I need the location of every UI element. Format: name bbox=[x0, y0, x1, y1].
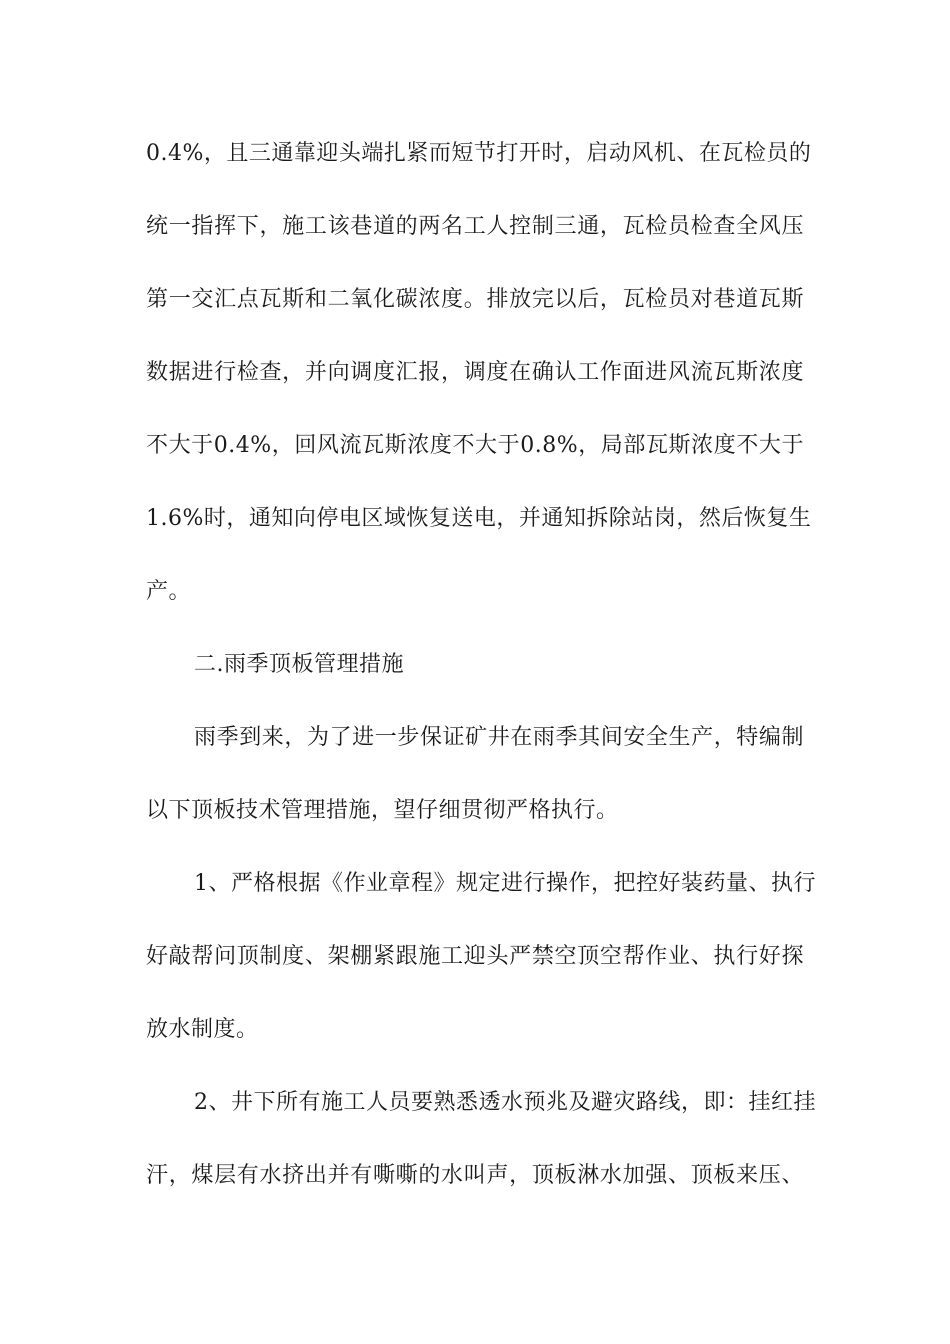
section-heading: 二.雨季顶板管理措施 bbox=[194, 652, 404, 677]
list-item-line: 好敲帮问顶制度、架棚紧跟施工迎头严禁空顶空帮作业、执行好探 bbox=[146, 944, 804, 969]
paragraph-line: 0.4%，且三通靠迎头端扎紧而短节打开时，启动风机、在瓦检员的 bbox=[146, 141, 812, 166]
list-item-line: 1、严格根据《作业章程》规定进行操作，把控好装药量、执行 bbox=[194, 871, 816, 896]
list-item-line: 2、井下所有施工人员要熟悉透水预兆及避灾路线，即：挂红挂 bbox=[194, 1090, 816, 1115]
paragraph-line: 统一指挥下，施工该巷道的两名工人控制三通，瓦检员检查全风压 bbox=[146, 214, 804, 239]
paragraph-line: 1.6%时，通知向停电区域恢复送电，并通知拆除站岗，然后恢复生 bbox=[146, 506, 812, 531]
paragraph-line: 产。 bbox=[146, 579, 192, 604]
paragraph-line: 雨季到来，为了进一步保证矿井在雨季其间安全生产，特编制 bbox=[194, 725, 804, 750]
paragraph-line: 不大于0.4%，回风流瓦斯浓度不大于0.8%，局部瓦斯浓度不大于 bbox=[146, 433, 804, 458]
list-item-line: 汗，煤层有水挤出并有嘶嘶的水叫声，顶板淋水加强、顶板来压、 bbox=[146, 1163, 804, 1188]
paragraph-line: 数据进行检查，并向调度汇报，调度在确认工作面进风流瓦斯浓度 bbox=[146, 360, 804, 385]
paragraph-line: 以下顶板技术管理措施，望仔细贯彻严格执行。 bbox=[146, 798, 619, 823]
paragraph-line: 第一交汇点瓦斯和二氧化碳浓度。排放完以后，瓦检员对巷道瓦斯 bbox=[146, 287, 804, 312]
list-item-line: 放水制度。 bbox=[146, 1017, 259, 1042]
